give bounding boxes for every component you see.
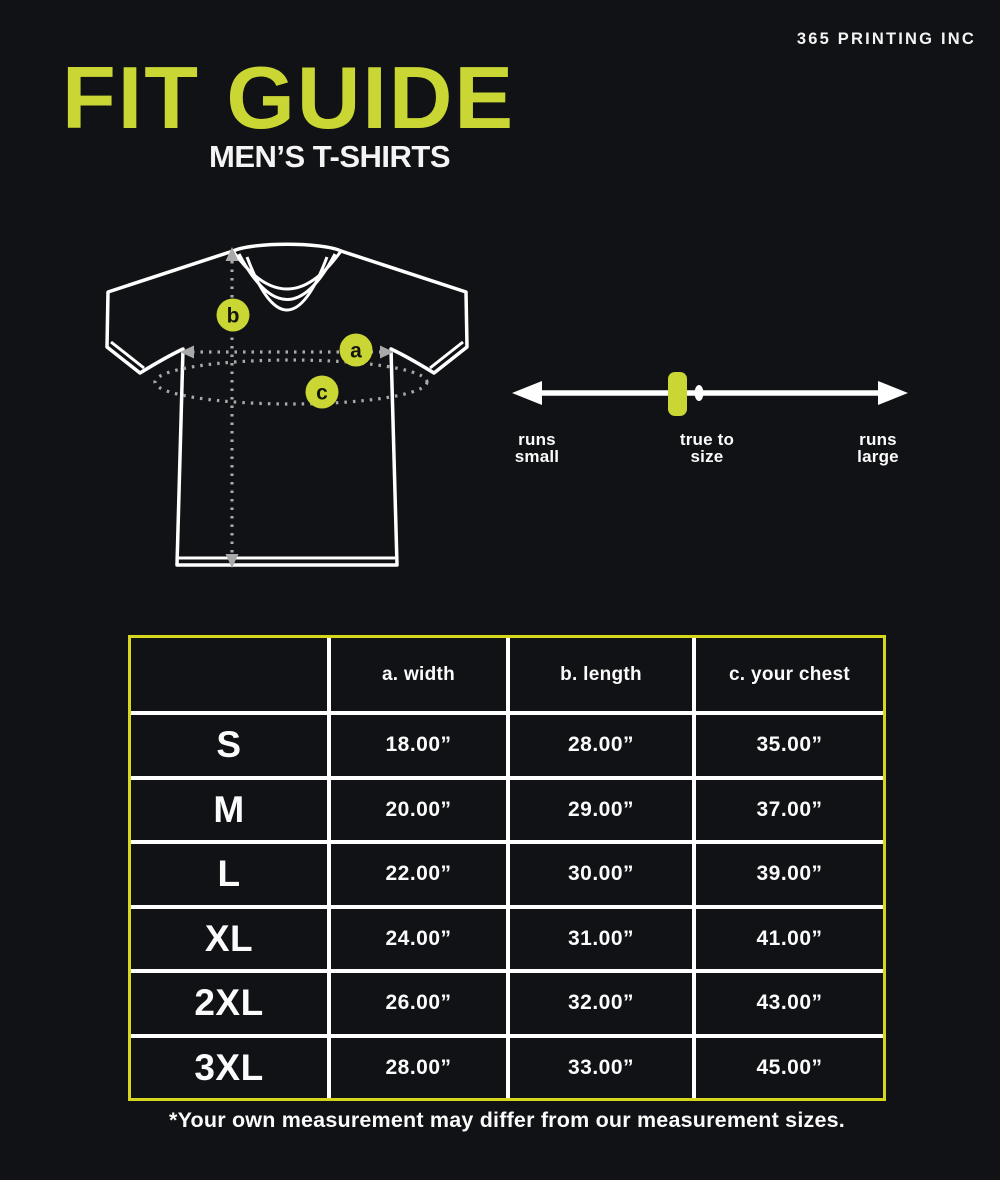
scale-label-line: large (857, 447, 899, 466)
header-chest-cell: c. your chest (696, 638, 883, 711)
width-cell: 20.00” (331, 780, 506, 841)
chest-measure-ellipse (155, 360, 427, 404)
length-cell: 30.00” (510, 844, 692, 905)
length-cell: 29.00” (510, 780, 692, 841)
marker-a (340, 334, 373, 367)
length-measure-line (226, 247, 239, 568)
size-cell: 3XL (131, 1038, 327, 1099)
scale-label-true-to-size (647, 431, 767, 465)
width-cell: 28.00” (331, 1038, 506, 1099)
chest-cell: 43.00” (696, 973, 883, 1034)
scale-label-line: runs (859, 430, 897, 449)
page-title: FIT GUIDE (62, 48, 516, 147)
brand-name: 365 PRINTING INC (796, 30, 976, 48)
chest-cell: 37.00” (696, 780, 883, 841)
length-cell: 33.00” (510, 1038, 692, 1099)
width-cell: 22.00” (331, 844, 506, 905)
header-width-cell: a. width (331, 638, 506, 711)
scale-label-runs-small (497, 431, 577, 465)
width-cell: 26.00” (331, 973, 506, 1034)
fit-scale-diagram (500, 360, 920, 430)
page-subtitle: MEN’S T-SHIRTS (209, 139, 451, 174)
size-cell: XL (131, 909, 327, 970)
chest-cell: 41.00” (696, 909, 883, 970)
width-cell: 18.00” (331, 715, 506, 776)
marker-c-label: c (316, 381, 328, 405)
scale-label-line: small (514, 447, 560, 466)
size-cell: 2XL (131, 973, 327, 1034)
size-cell: S (131, 715, 327, 776)
header-length-cell: b. length (510, 638, 692, 711)
length-cell: 31.00” (510, 909, 692, 970)
chest-cell: 39.00” (696, 844, 883, 905)
scale-label-line: size (690, 447, 724, 466)
tshirt-diagram (90, 235, 490, 580)
scale-dot (695, 385, 704, 401)
marker-a-label: a (350, 339, 362, 363)
measurement-disclaimer: *Your own measurement may differ from our measurement sizes. (169, 1108, 845, 1132)
scale-label-runs-large (838, 431, 918, 465)
scale-label-line: runs (518, 430, 556, 449)
width-cell: 24.00” (331, 909, 506, 970)
size-table (128, 635, 886, 1101)
chest-cell: 45.00” (696, 1038, 883, 1099)
chest-cell: 35.00” (696, 715, 883, 776)
marker-b (217, 299, 250, 332)
length-cell: 28.00” (510, 715, 692, 776)
header-empty-cell (131, 638, 327, 711)
marker-c (306, 376, 339, 409)
length-cell: 32.00” (510, 973, 692, 1034)
scale-arrow (512, 381, 908, 405)
marker-b-label: b (226, 304, 240, 328)
size-cell: L (131, 844, 327, 905)
scale-slider (668, 372, 687, 416)
scale-label-line: true to (679, 430, 735, 449)
size-cell: M (131, 780, 327, 841)
